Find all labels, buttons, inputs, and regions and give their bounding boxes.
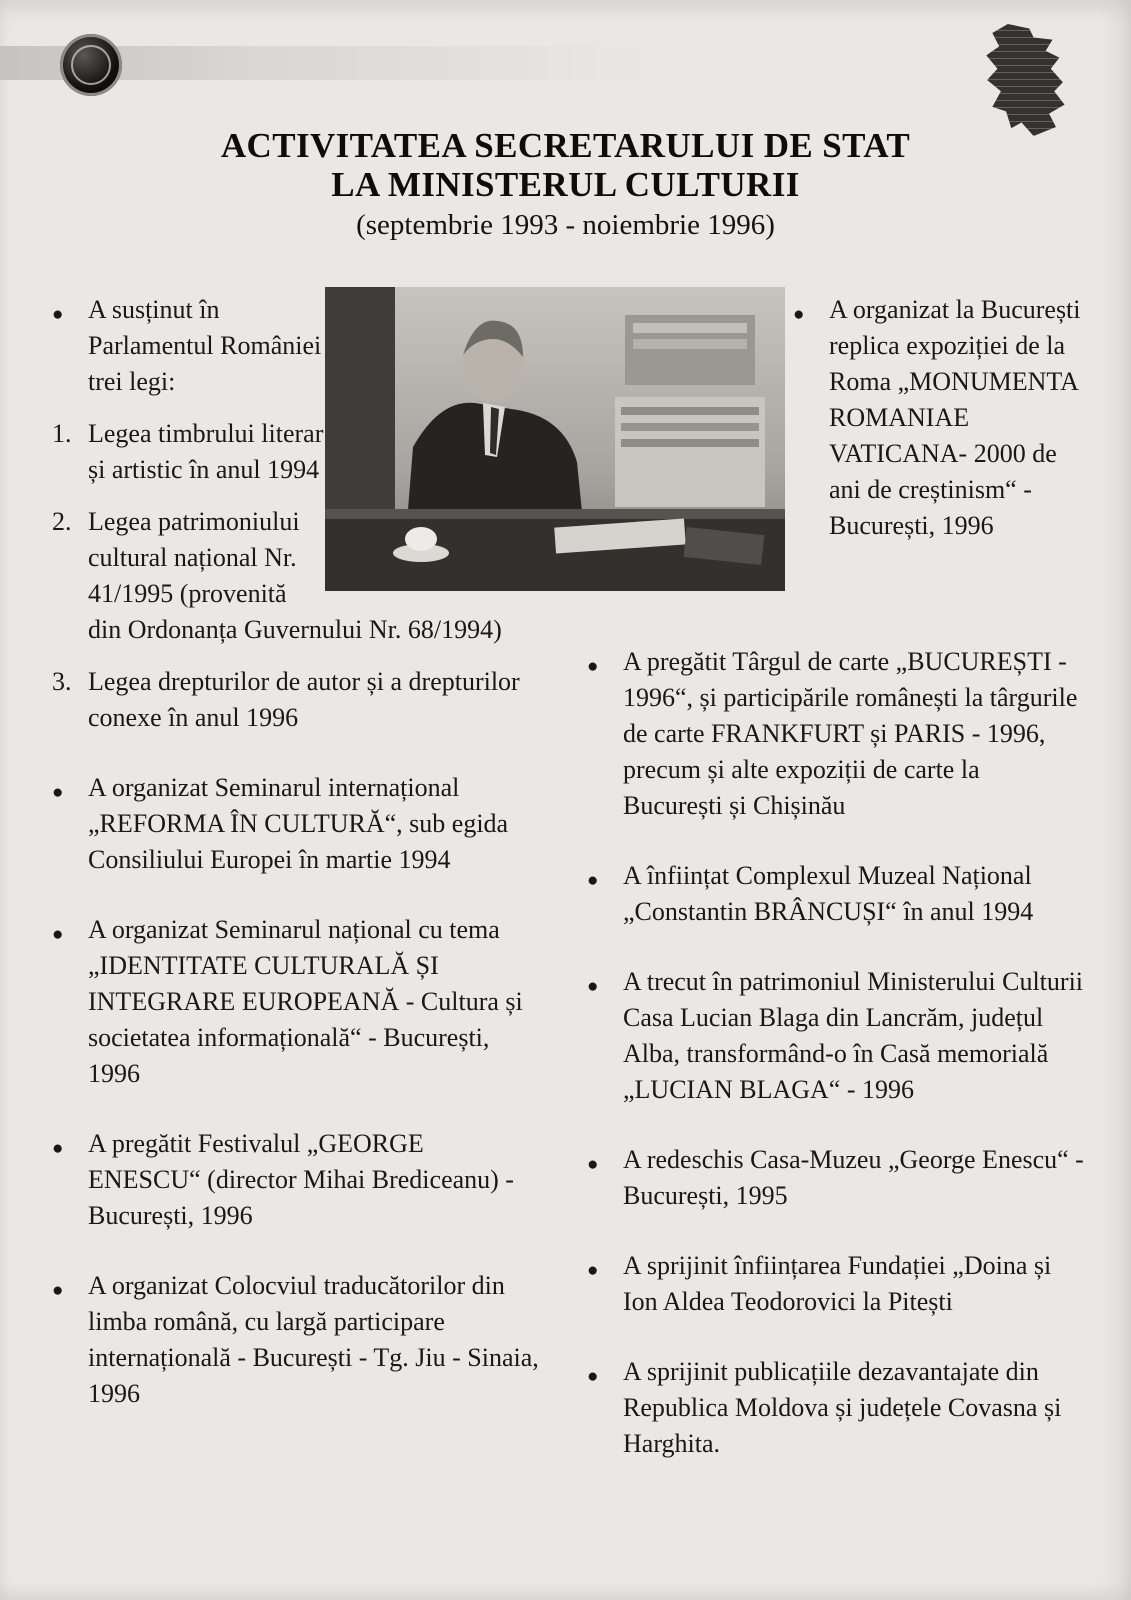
list-item — [585, 1354, 1085, 1462]
bullet-icon: ● — [587, 656, 599, 677]
page-title-line2: LA MINISTERUL CULTURII — [331, 165, 800, 205]
bullet-icon: ● — [587, 870, 599, 891]
list-item — [585, 858, 1085, 930]
list-item-text: A organizat Seminarul internațional „REFORMA ÎN CULTURĂ“, sub egida Consiliului Europei în martie 1994 — [88, 773, 509, 874]
list-item-text: A organizat Colocviul traducătorilor din limba română, cu largă participare internațională - București - Tg. Jiu - Sinaia, 1996 — [88, 1271, 539, 1408]
list-item-law — [50, 664, 542, 736]
list-item-text: A sprijinit înființarea Fundației „Doina și Ion Aldea Teodorovici la Pitești — [623, 1251, 1052, 1316]
bullet-icon: ● — [587, 1154, 599, 1175]
ministry-emblem-logo — [60, 34, 122, 96]
bullet-icon: ● — [52, 1280, 64, 1301]
list-item-text: A organizat la București replica expoziției de la Roma „MONUMENTA ROMANIAE VATICANA- 2000 de ani de creștinism“ - București, 1996 — [829, 295, 1081, 540]
list-item-text: A redeschis Casa-Muzeu „George Enescu“ - București, 1995 — [623, 1145, 1084, 1210]
bullet-icon: ● — [587, 1366, 599, 1387]
list-item-text: Legea patrimoniului cultural național Nr. 41/1995 (provenită din Ordonanța Guvernului Nr. 68/1994) — [88, 507, 502, 644]
bullet-icon: ● — [52, 304, 64, 325]
list-item — [585, 1248, 1085, 1320]
list-number: 2. — [52, 507, 72, 536]
list-item-text: Legea timbrului literar și artistic în anul 1994 — [88, 419, 324, 484]
list-item-text: A trecut în patrimoniul Ministerului Culturii Casa Lucian Blaga din Lancrăm, județul Alba, transformând-o în Casă memorială „LUCIAN BLAGA“ - 1996 — [623, 967, 1084, 1104]
bullet-icon: ● — [52, 1138, 64, 1159]
list-item-law — [50, 416, 542, 488]
list-item-text: A sprijinit publicațiile dezavantajate din Republica Moldova și județele Covasna și Harghita. — [623, 1357, 1062, 1458]
page-header — [0, 126, 1131, 242]
list-item — [50, 1268, 542, 1412]
right-column — [585, 292, 1085, 1496]
bullet-icon: ● — [52, 782, 64, 803]
list-item-text: A pregătit Târgul de carte „BUCUREȘTI - 1996“, și participările românești la târgurile de carte FRANKFURT și PARIS - 1996, precum și alte expoziții de carte la București și Chișinău — [623, 647, 1078, 820]
list-item-text: Legea drepturilor de autor și a drepturilor conexe în anul 1996 — [88, 667, 520, 732]
list-item — [791, 292, 1085, 610]
left-column — [50, 292, 542, 1446]
list-item-text: A înființat Complexul Muzeal Național „Constantin BRÂNCUȘI“ în anul 1994 — [623, 861, 1034, 926]
list-item — [50, 1126, 542, 1234]
list-number: 1. — [52, 419, 72, 448]
list-item — [585, 1142, 1085, 1214]
list-item-text: A organizat Seminarul național cu tema „IDENTITATE CULTURALĂ ȘI INTEGRARE EUROPEANĂ - Cultura și societatea informațională“ - București, 1996 — [88, 915, 523, 1088]
map-graphic — [982, 24, 1068, 136]
bullet-icon: ● — [587, 1260, 599, 1281]
page-title-line1: ACTIVITATEA SECRETARULUI DE STAT — [220, 126, 911, 165]
list-number: 3. — [52, 667, 72, 696]
bullet-icon: ● — [52, 924, 64, 945]
list-item — [50, 292, 542, 400]
bullet-icon: ● — [793, 304, 805, 325]
page-subtitle: (septembrie 1993 - noiembrie 1996) — [356, 209, 775, 242]
list-item — [50, 912, 542, 1092]
emblem-ring — [71, 45, 111, 85]
list-item-law — [50, 504, 542, 648]
list-item — [585, 964, 1085, 1108]
list-item — [585, 644, 1085, 824]
list-item — [50, 770, 542, 878]
bullet-icon: ● — [587, 976, 599, 997]
list-item-text: A pregătit Festivalul „GEORGE ENESCU“ (director Mihai Brediceanu) - București, 1996 — [88, 1129, 514, 1230]
list-item-text: A susținut în Parlamentul României trei legi: — [88, 295, 322, 396]
